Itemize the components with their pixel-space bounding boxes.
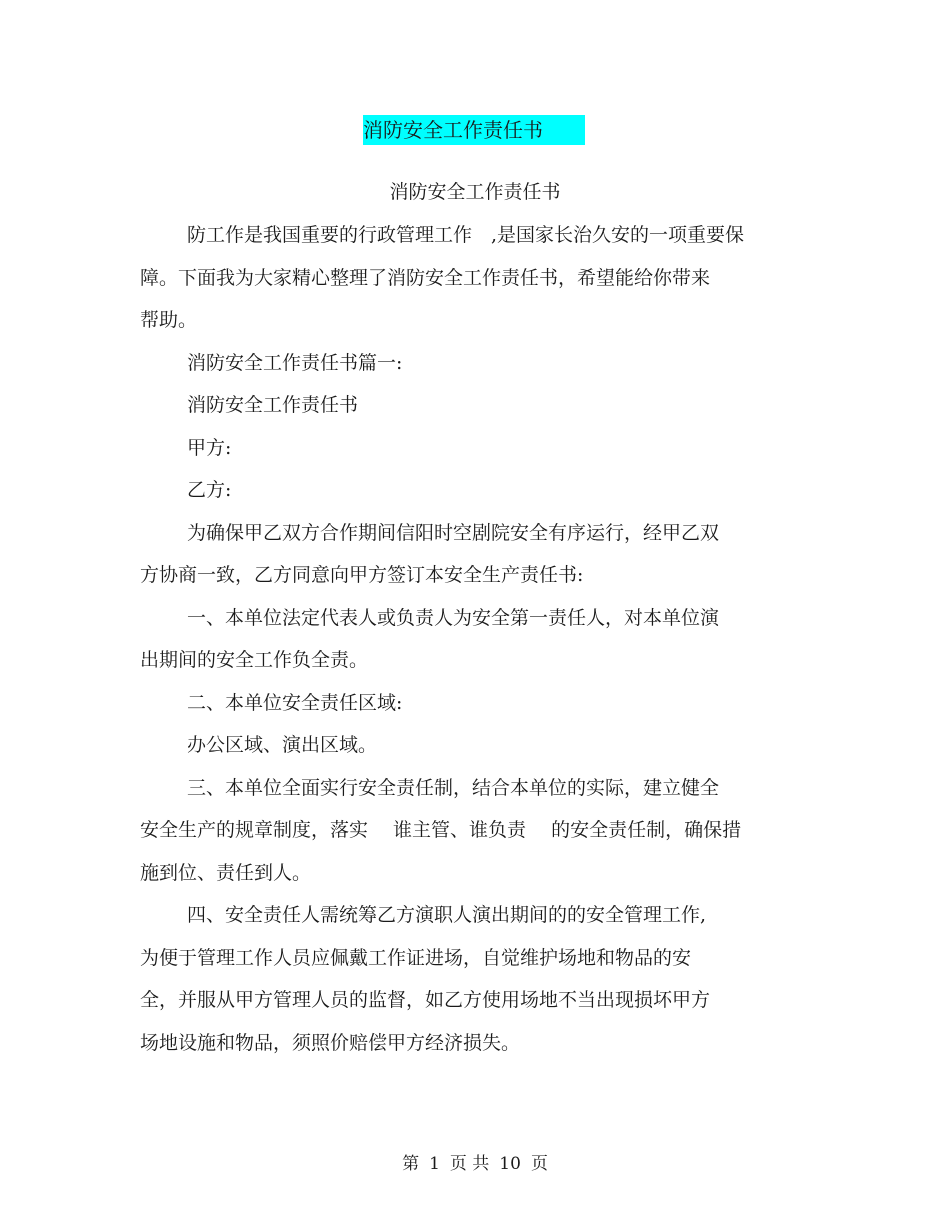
body-line: 防工作是我国重要的行政管理工作 ,是国家长治久安的一项重要保	[187, 224, 745, 246]
section-heading: 消防安全工作责任书篇一:	[187, 352, 403, 374]
body-line: 办公区域、演出区域。	[187, 734, 378, 756]
body-line: 一、本单位法定代表人或负责人为安全第一责任人，对本单位演	[187, 607, 720, 629]
body-line: 二、本单位安全责任区域:	[187, 692, 403, 714]
body-line: 场地设施和物品，须照价赔偿甲方经济损失。	[140, 1032, 521, 1054]
footer-middle: 页 共	[449, 1154, 490, 1174]
party-a-label: 甲方:	[187, 437, 232, 459]
footer-page-number: 1	[429, 1154, 440, 1174]
body-line: 施到位、责任到人。	[140, 862, 312, 884]
body-line: 三、本单位全面实行安全责任制，结合本单位的实际，建立健全	[187, 777, 720, 799]
page-footer	[0, 1152, 950, 1176]
body-line: 消防安全工作责任书	[187, 394, 359, 416]
body-line: 方协商一致，乙方同意向甲方签订本安全生产责任书:	[140, 564, 584, 586]
body-line: 为便于管理工作人员应佩戴工作证进场，自觉维护场地和物品的安	[140, 947, 692, 969]
document-title: 消防安全工作责任书	[363, 118, 543, 142]
body-line: 出期间的安全工作负全责。	[140, 649, 369, 671]
party-b-label: 乙方:	[187, 479, 232, 501]
body-line: 为确保甲乙双方合作期间信阳时空剧院安全有序运行，经甲乙双	[187, 522, 720, 544]
footer-total-pages: 10	[499, 1154, 521, 1174]
body-line: 障。下面我为大家精心整理了消防安全工作责任书，希望能给你带来	[140, 267, 711, 289]
footer-suffix: 页	[530, 1154, 548, 1174]
body-line: 安全生产的规章制度，落实 谁主管、谁负责 的安全责任制，确保措	[140, 819, 742, 841]
body-line: 四、安全责任人需统筹乙方演职人演出期间的的安全管理工作,	[187, 904, 707, 926]
body-line: 全，并服从甲方管理人员的监督，如乙方使用场地不当出现损坏甲方	[140, 989, 711, 1011]
footer-prefix: 第	[402, 1154, 420, 1174]
document-subtitle: 消防安全工作责任书	[389, 181, 561, 203]
body-line: 帮助。	[140, 309, 198, 331]
